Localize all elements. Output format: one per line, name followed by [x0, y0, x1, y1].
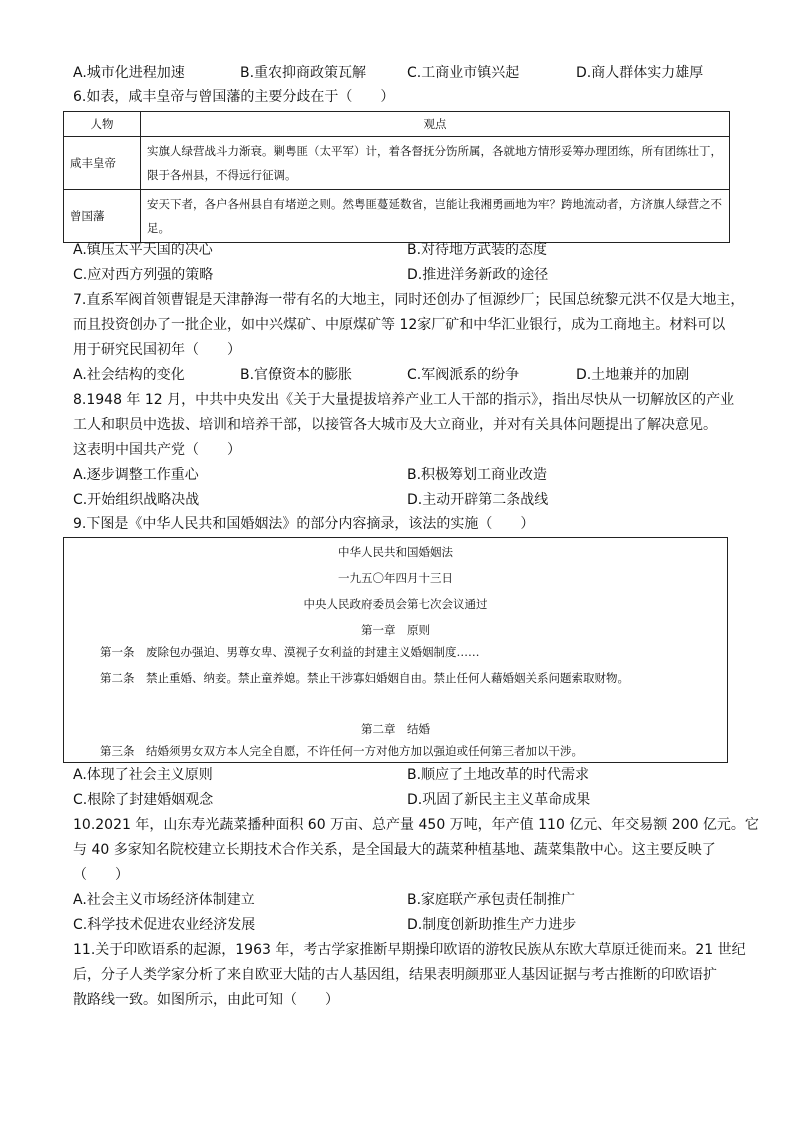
q8-line2: 工人和职员中选拔、培训和培养干部，以接管各大城市及大立商业，并对有关具体问题提出了解决意见。 — [73, 417, 717, 433]
q6-option-c[interactable]: C.应对西方列强的策略 — [73, 267, 214, 283]
law-article-1: 第一条 废除包办强迫、男尊女卑、漠视子女利益的封建主义婚姻制度…… — [100, 645, 480, 659]
q6-header-person: 人物 — [64, 112, 141, 137]
q8-option-b[interactable]: B.积极筹划工商业改造 — [407, 467, 548, 483]
q9-stem: 9.下图是《中华人民共和国婚姻法》的部分内容摘录，该法的实施（ ） — [73, 516, 535, 532]
law-article-3: 第三条 结婚须男女双方本人完全自愿，不许任何一方对他方加以强迫或任何第三者加以干涉。 — [100, 744, 583, 758]
q5-option-b[interactable]: B.重农抑商政策瓦解 — [240, 65, 367, 81]
q10-option-b[interactable]: B.家庭联产承包责任制推广 — [407, 892, 576, 908]
q10-option-a[interactable]: A.社会主义市场经济体制建立 — [73, 892, 255, 908]
law-chapter-1: 第一章 原则 — [361, 623, 430, 637]
q9-law-excerpt-box — [63, 537, 728, 763]
q11-line3: 散路线一致。如图所示，由此可知（ ） — [73, 992, 339, 1008]
q7-line3: 用于研究民国初年（ ） — [73, 342, 241, 358]
q6-header-view: 观点 — [141, 112, 730, 137]
law-article-2: 第二条 禁止重婚、纳妾。禁止童养媳。禁止干涉寡妇婚姻自由。禁止任何人藉婚姻关系问题索取财物。 — [100, 671, 629, 685]
q6-row1-person: 咸丰皇帝 — [64, 137, 141, 190]
law-chapter-2: 第二章 结婚 — [361, 722, 430, 736]
q7-option-b[interactable]: B.官僚资本的膨胀 — [240, 367, 353, 383]
q7-option-c[interactable]: C.军阀派系的纷争 — [407, 367, 520, 383]
q6-option-a[interactable]: A.镇压太平天国的决心 — [73, 242, 213, 258]
q9-option-a[interactable]: A.体现了社会主义原则 — [73, 767, 213, 783]
q5-option-d[interactable]: D.商人群体实力雄厚 — [576, 65, 704, 81]
q6-table — [63, 111, 730, 243]
q5-option-c[interactable]: C.工商业市镇兴起 — [407, 65, 520, 81]
q11-line2: 后，分子人类学家分析了来自欧亚大陆的古人基因组，结果表明颜那亚人基因证据与考古推断的印欧语扩 — [73, 967, 717, 983]
q5-option-a[interactable]: A.城市化进程加速 — [73, 65, 185, 81]
q6-option-b[interactable]: B.对待地方武装的态度 — [407, 242, 548, 258]
q10-line2: 与 40 多家知名院校建立长期技术合作关系，是全国最大的蔬菜种植基地、蔬菜集散中心。这主要反映了 — [73, 842, 716, 858]
q10-option-d[interactable]: D.制度创新助推生产力进步 — [407, 917, 577, 933]
q7-line2: 而且投资创办了一批企业，如中兴煤矿、中原煤矿等 12家厂矿和中华汇业银行，成为工商地主。材料可以 — [73, 317, 726, 333]
q6-row2-person: 曾国藩 — [64, 190, 141, 243]
q10-option-c[interactable]: C.科学技术促进农业经济发展 — [73, 917, 256, 933]
q9-option-b[interactable]: B.顺应了土地改革的时代需求 — [407, 767, 590, 783]
q11-line1: 11.关于印欧语系的起源，1963 年，考古学家推断早期操印欧语的游牧民族从东欧大草原迁徙而来。21 世纪 — [73, 942, 746, 958]
q9-option-c[interactable]: C.根除了封建婚姻观念 — [73, 792, 214, 808]
q7-option-a[interactable]: A.社会结构的变化 — [73, 367, 185, 383]
q8-option-a[interactable]: A.逐步调整工作重心 — [73, 467, 199, 483]
law-date: 一九五〇年四月十三日 — [338, 571, 453, 585]
q10-line3: （ ） — [73, 867, 129, 883]
q6-row2-view: 安天下者，各户各州县自有堵逆之则。然粤匪蔓延数省，岂能让我湘勇画地为牢？跨地流动者，方济旗人绿营之不足。 — [141, 190, 730, 243]
q6-stem: 6.如表，咸丰皇帝与曾国藩的主要分歧在于（ ） — [73, 89, 395, 105]
law-title: 中华人民共和国婚姻法 — [338, 545, 453, 559]
q8-line1: 8.1948 年 12 月，中共中央发出《关于大量提拔培养产业工人干部的指示》，指出尽快从一切解放区的产业 — [73, 392, 735, 408]
q8-option-d[interactable]: D.主动开辟第二条战线 — [407, 492, 549, 508]
q7-line1: 7.直系军阀首领曹锟是天津静海一带有名的大地主，同时还创办了恒源纱厂；民国总统黎元洪不仅是大地主， — [73, 292, 745, 308]
law-passed: 中央人民政府委员会第七次会议通过 — [303, 597, 488, 611]
q7-option-d[interactable]: D.土地兼并的加剧 — [576, 367, 690, 383]
q10-line1: 10.2021 年，山东寿光蔬菜播种面积 60 万亩、总产量 450 万吨，年产值 110 亿元、年交易额 200 亿元。它 — [73, 817, 759, 833]
q6-option-d[interactable]: D.推进洋务新政的途径 — [407, 267, 549, 283]
q8-option-c[interactable]: C.开始组织战略决战 — [73, 492, 200, 508]
q6-row1-view: 实旗人绿营战斗力渐衰。剿粤匪（太平军）计，着各督抚分饬所属，各就地方情形妥筹办理团练，所有团练壮丁，限于各州县，不得远行征调。 — [141, 137, 730, 190]
q9-option-d[interactable]: D.巩固了新民主主义革命成果 — [407, 792, 591, 808]
q8-line3: 这表明中国共产党（ ） — [73, 442, 241, 458]
